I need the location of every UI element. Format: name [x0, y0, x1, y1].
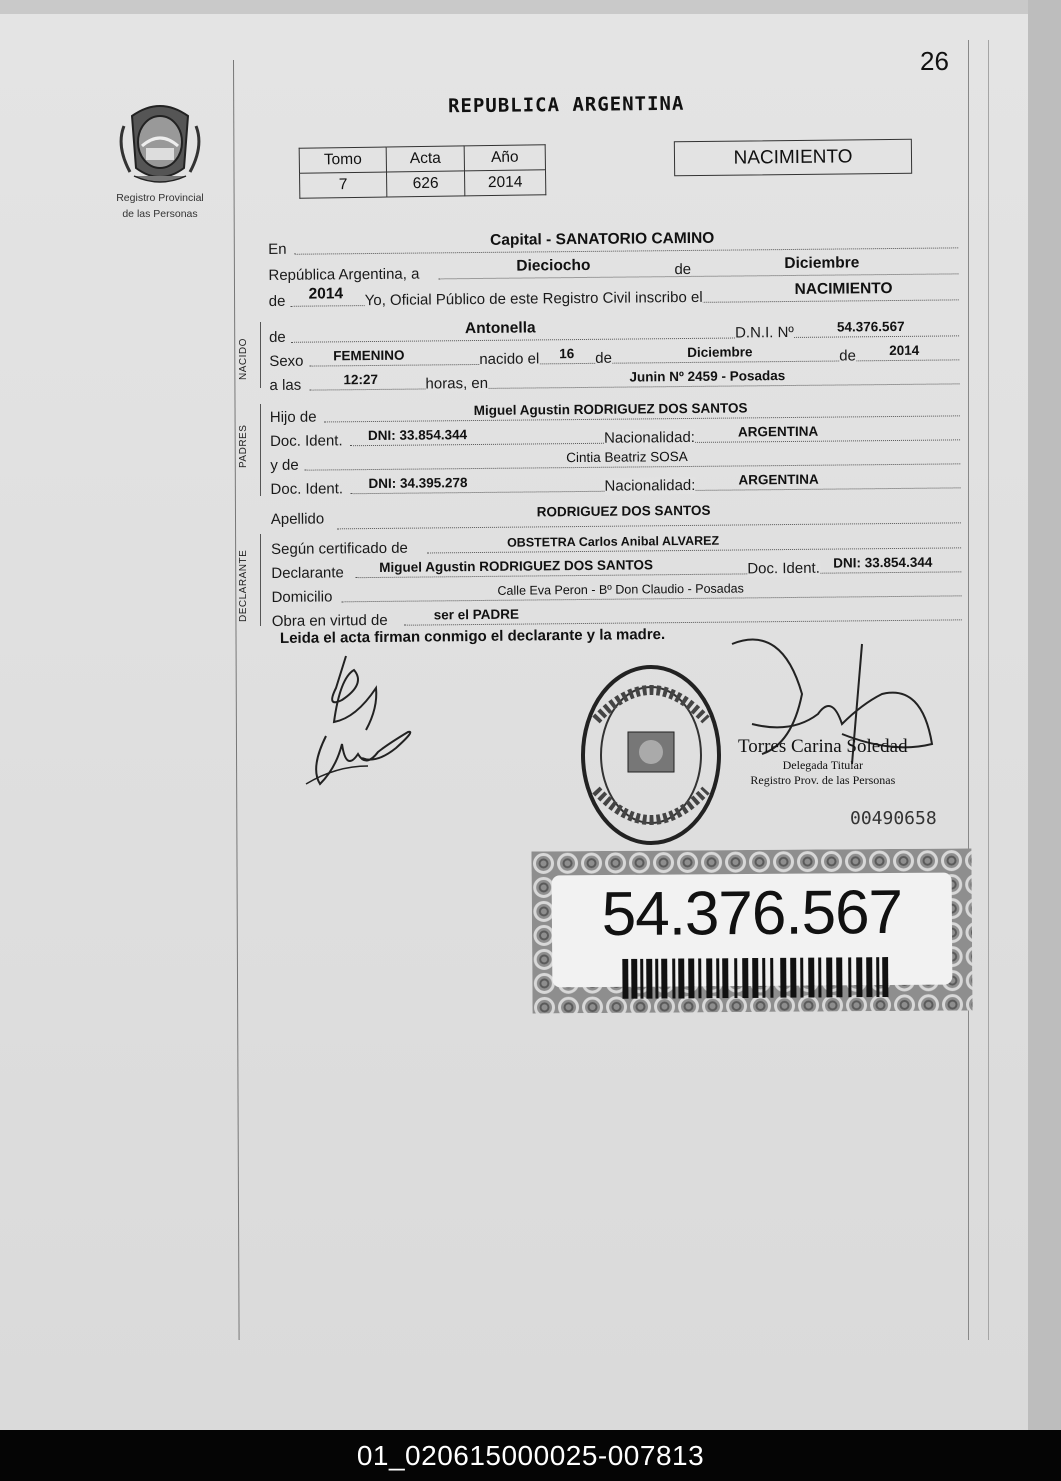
- label-a-las: a las: [269, 376, 302, 394]
- control-number: 00490658: [850, 808, 937, 829]
- birth-year: 2014: [889, 342, 920, 359]
- label-horas: horas, en: [425, 374, 489, 393]
- section-label-declarante: DECLARANTE: [238, 549, 249, 622]
- label-doc-ident: Doc. Ident.: [269, 432, 343, 450]
- section-divider: [260, 322, 261, 388]
- logo-caption-line1: Registro Provincial: [116, 192, 204, 204]
- address-value: Calle Eva Peron - Bº Don Claudio - Posadas: [497, 581, 744, 598]
- day-value: Dieciocho: [516, 256, 591, 275]
- label-de-2: de: [839, 347, 857, 365]
- document-title: REPUBLICA ARGENTINA: [447, 92, 685, 118]
- declarant-name: Miguel Agustin RODRIGUEZ DOS SANTOS: [379, 557, 654, 575]
- official-role: Delegada Titular: [782, 758, 863, 772]
- label-doc-ident-mother: Doc. Ident.: [270, 480, 344, 498]
- month-value: Diciembre: [784, 254, 860, 273]
- label-segun-certificado: Según certificado de: [271, 539, 408, 558]
- label-de-name: de: [268, 328, 286, 346]
- label-de-1: de: [595, 349, 613, 367]
- mother-nationality: ARGENTINA: [738, 471, 819, 488]
- label-domicilio: Domicilio: [271, 588, 333, 606]
- label-oficial: Yo, Oficial Público de este Registro Civil inscribo el: [364, 288, 703, 310]
- value-ano: 2014: [464, 170, 545, 196]
- header-tomo: Tomo: [299, 147, 386, 173]
- section-divider: [260, 534, 261, 626]
- label-doc-ident-declarant: Doc. Ident.: [747, 559, 820, 578]
- label-nacionalidad: Nacionalidad:: [603, 428, 696, 447]
- margin-line-right-outer: [988, 40, 989, 1340]
- registry-logo: [108, 96, 212, 220]
- scan-id-footer: 01_020615000025-007813: [0, 1430, 1061, 1481]
- value-acta: 626: [387, 171, 465, 197]
- page-edge: [1028, 0, 1061, 1430]
- place-value: Capital - SANATORIO CAMINO: [490, 229, 715, 249]
- label-de-year: de: [268, 292, 286, 310]
- dni-barcode-card: [531, 848, 972, 1013]
- relation-value: ser el PADRE: [433, 606, 520, 623]
- child-name: Antonella: [464, 319, 536, 338]
- declarant-signature: [296, 648, 426, 798]
- birth-day: 16: [559, 346, 575, 362]
- registry-table: [299, 144, 547, 198]
- label-declarante: Declarante: [271, 564, 344, 582]
- margin-line-right: [968, 40, 969, 1340]
- act-type-box: NACIMIENTO: [674, 139, 912, 176]
- label-apellido: Apellido: [270, 510, 325, 528]
- birth-place: Junin Nº 2459 - Posadas: [629, 368, 786, 385]
- birth-month: Diciembre: [687, 344, 753, 360]
- official-name: Torres Carina Soledad: [738, 736, 908, 757]
- father-name: Miguel Agustin RODRIGUEZ DOS SANTOS: [473, 400, 748, 419]
- official-stamp-icon: [576, 660, 726, 850]
- father-doc: DNI: 33.854.344: [367, 427, 468, 444]
- label-sexo: Sexo: [269, 352, 304, 370]
- label-hijo-de: Hijo de: [269, 408, 317, 426]
- header-acta: Acta: [386, 146, 464, 172]
- header-ano: Año: [464, 145, 545, 171]
- year-value: 2014: [308, 285, 344, 303]
- label-dni: D.N.I. Nº: [734, 323, 794, 342]
- child-dni: 54.376.567: [836, 318, 905, 335]
- mother-name: Cintia Beatriz SOSA: [566, 448, 688, 466]
- label-nacionalidad-mother: Nacionalidad:: [604, 476, 696, 495]
- label-y-de: y de: [270, 456, 299, 474]
- logo-caption-line2: de las Personas: [122, 208, 198, 220]
- coat-of-arms-icon: [112, 96, 208, 188]
- act-value: NACIMIENTO: [794, 280, 893, 298]
- mother-doc: DNI: 34.395.278: [368, 475, 468, 492]
- section-label-padres: PADRES: [238, 424, 249, 468]
- certificate-value: OBSTETRA Carlos Anibal ALVAREZ: [506, 533, 720, 550]
- surname-value: RODRIGUEZ DOS SANTOS: [536, 502, 711, 520]
- official-block: [738, 736, 908, 788]
- section-label-nacido: NACIDO: [238, 338, 249, 380]
- barcode-panel: [552, 873, 953, 988]
- label-republica: República Argentina, a: [268, 265, 420, 284]
- label-de: de: [674, 260, 692, 279]
- barcode-icon: [622, 957, 888, 999]
- page-number: 26: [920, 46, 949, 76]
- value-tomo: 7: [300, 172, 387, 198]
- label-obra-en-virtud: Obra en virtud de: [271, 611, 388, 630]
- label-nacido-el: nacido el: [479, 350, 540, 368]
- signature-statement: Leida el acta firman conmigo el declarante y la madre.: [279, 625, 666, 648]
- declarant-doc: DNI: 33.854.344: [833, 554, 933, 571]
- barcode-number: 54.376.567: [601, 877, 903, 950]
- label-en: En: [268, 240, 287, 258]
- father-nationality: ARGENTINA: [737, 423, 819, 440]
- section-divider: [260, 404, 261, 496]
- official-office: Registro Prov. de las Personas: [750, 773, 896, 787]
- birth-time: 12:27: [343, 371, 379, 388]
- sexo-value: FEMENINO: [333, 347, 405, 364]
